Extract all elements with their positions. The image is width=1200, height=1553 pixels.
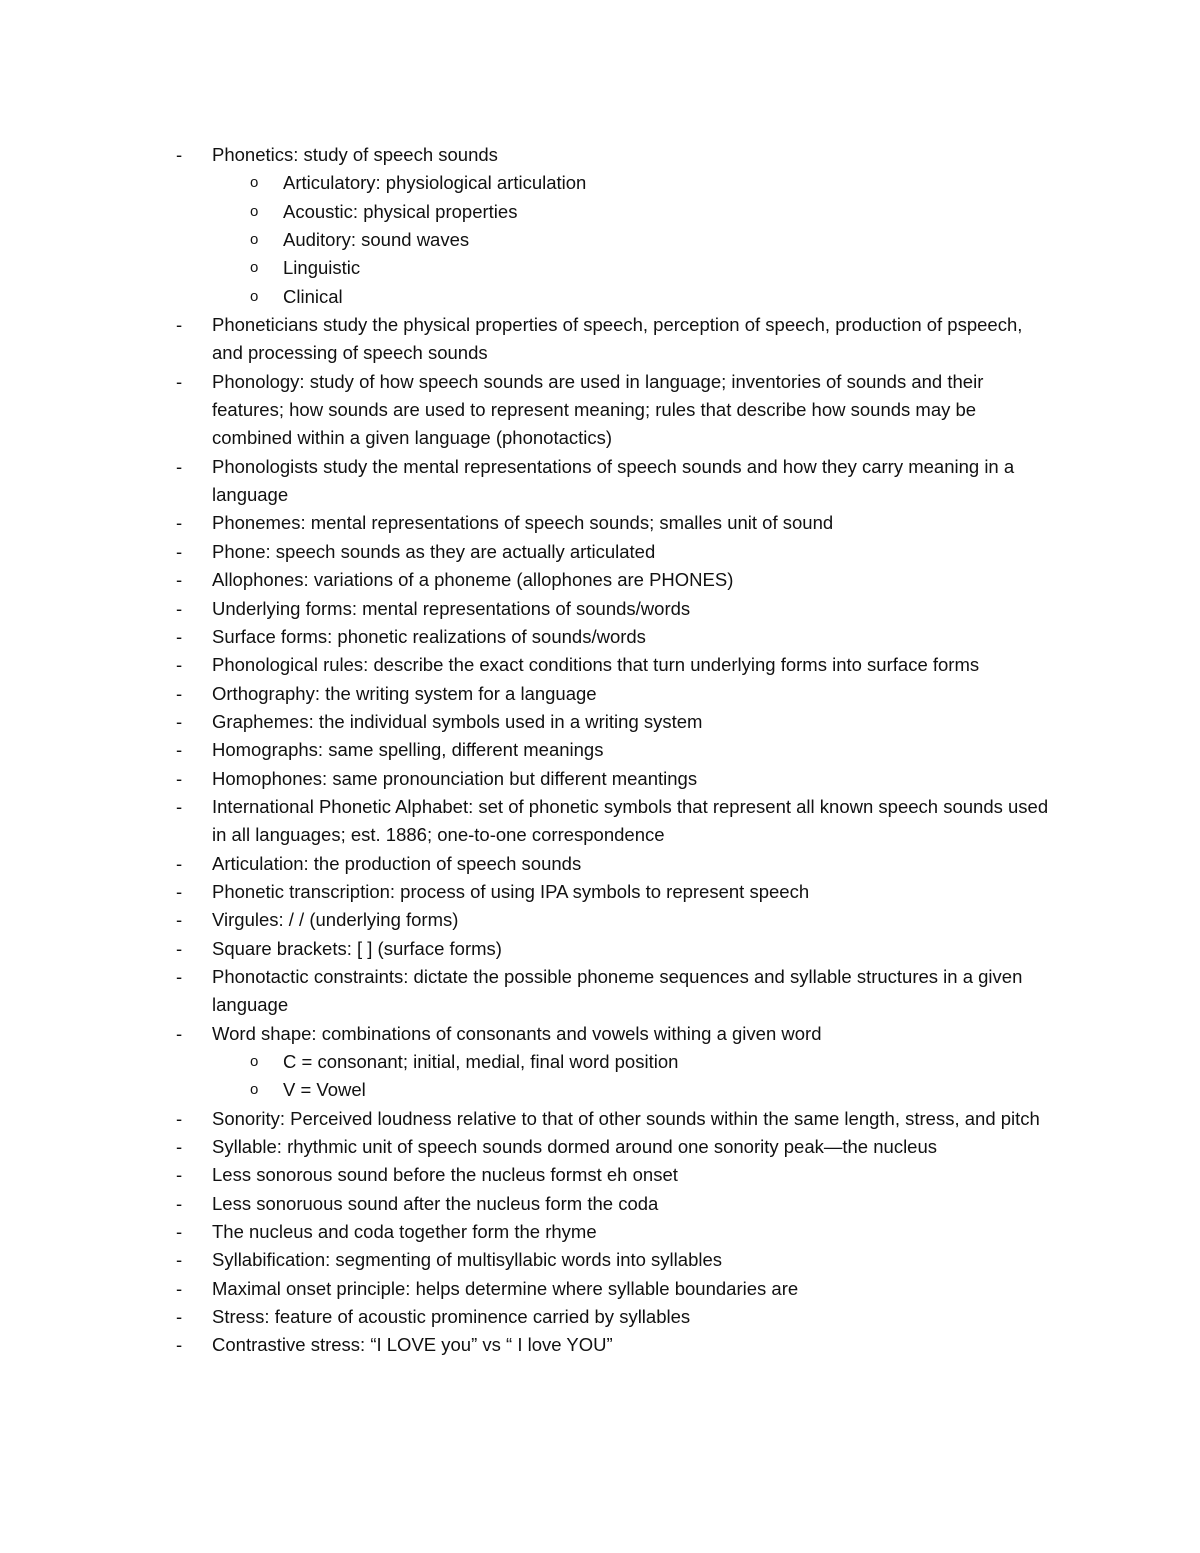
- bullet-item: [0, 963, 1057, 1020]
- bullet-item: [0, 566, 1057, 594]
- sub-bullet-item: [0, 1048, 1043, 1076]
- bullet-text: Square brackets: [ ] (surface forms): [212, 937, 502, 959]
- bullet-text: Surface forms: phonetic realizations of sounds/words: [212, 625, 646, 647]
- bullet-item: [0, 538, 1057, 566]
- bullet-text: The nucleus and coda together form the rhyme: [212, 1221, 597, 1243]
- dash-bullet-marker: -: [176, 512, 183, 534]
- bullet-item: [0, 1020, 1057, 1048]
- circle-bullet-marker: o: [250, 259, 259, 277]
- bullet-text: Word shape: combinations of consonants and vowels withing a given word: [212, 1022, 822, 1044]
- bullet-text: Syllable: rhythmic unit of speech sounds dormed around one sonority peak—the nucleus: [212, 1136, 938, 1158]
- dash-bullet-marker: -: [176, 1334, 183, 1356]
- dash-bullet-marker: -: [176, 795, 183, 817]
- bullet-item: [0, 708, 1057, 736]
- dash-bullet-marker: -: [176, 965, 183, 987]
- circle-bullet-marker: o: [250, 1053, 259, 1070]
- dash-bullet-marker: -: [176, 710, 183, 732]
- bullet-text: Articulation: the production of speech sounds: [212, 852, 582, 874]
- dash-bullet-marker: -: [176, 455, 183, 477]
- dash-bullet-marker: -: [176, 144, 183, 165]
- dash-bullet-marker: -: [176, 370, 183, 392]
- dash-bullet-marker: -: [176, 937, 183, 959]
- dash-bullet-marker: -: [176, 1306, 183, 1328]
- bullet-text: Acoustic: physical properties: [283, 200, 518, 222]
- dash-bullet-marker: -: [176, 739, 183, 761]
- bullet-item: [0, 935, 1057, 963]
- bullet-item: [0, 850, 1057, 878]
- dash-bullet-marker: -: [176, 654, 183, 676]
- bullet-item: [0, 1133, 1057, 1161]
- bullet-text: Phonemes: mental representations of speech sounds; smalles unit of sound: [212, 512, 834, 534]
- bullet-item: [0, 1275, 1057, 1303]
- bullet-text: Homophones: same pronounciation but different meantings: [212, 767, 698, 789]
- bullet-text: Less sonorous sound before the nucleus formst eh onset: [212, 1164, 678, 1186]
- bullet-item: [0, 311, 1057, 368]
- bullet-text: Virgules: / / (underlying forms): [212, 909, 459, 931]
- dash-bullet-marker: -: [176, 1221, 183, 1243]
- bullet-item: [0, 906, 1057, 934]
- bullet-item: [0, 368, 1057, 453]
- bullet-item: [0, 1303, 1057, 1331]
- dash-bullet-marker: -: [176, 1277, 183, 1299]
- bullet-item: [0, 765, 1057, 793]
- bullet-text: Phonetics: study of speech sounds: [212, 144, 498, 165]
- bullet-item: [0, 1161, 1057, 1189]
- dash-bullet-marker: -: [176, 1136, 183, 1158]
- bullet-item: [0, 595, 1057, 623]
- bullet-text: Stress: feature of acoustic prominence carried by syllables: [212, 1306, 691, 1328]
- bullet-text: Sonority: Perceived loudness relative to that of other sounds within the same length, stress, and pitch: [212, 1107, 1040, 1129]
- dash-bullet-marker: -: [176, 1107, 183, 1129]
- bullet-text: Less sonoruous sound after the nucleus form the coda: [212, 1192, 659, 1214]
- dash-bullet-marker: -: [176, 1022, 183, 1044]
- bullet-item: [0, 141, 1057, 169]
- bullet-item: [0, 1331, 1057, 1359]
- bullet-text: V = Vowel: [283, 1079, 366, 1101]
- sub-bullet-item: [0, 169, 1043, 197]
- bullet-text: Linguistic: [283, 257, 361, 279]
- bullet-text: Maximal onset principle: helps determine where syllable boundaries are: [212, 1277, 799, 1299]
- bullet-text: Allophones: variations of a phoneme (allophones are PHONES): [212, 569, 734, 591]
- dash-bullet-marker: -: [176, 314, 183, 336]
- bullet-item: [0, 1190, 1057, 1218]
- dash-bullet-marker: -: [176, 852, 183, 874]
- dash-bullet-marker: -: [176, 540, 183, 562]
- dash-bullet-marker: -: [176, 1164, 183, 1186]
- bullet-text: Articulatory: physiological articulation: [283, 172, 587, 194]
- sub-bullet-item: [0, 226, 1043, 254]
- bullet-text: Contrastive stress: “I LOVE you” vs “ I love YOU”: [212, 1334, 613, 1356]
- bullet-text: Clinical: [283, 285, 343, 307]
- bullet-item: [0, 1105, 1057, 1133]
- sub-bullet-item: [0, 198, 1043, 226]
- bullet-item: [0, 509, 1057, 537]
- dash-bullet-marker: -: [176, 682, 183, 704]
- sub-bullet-item: [0, 254, 1043, 282]
- bullet-text: Graphemes: the individual symbols used in a writing system: [212, 710, 703, 732]
- sub-bullet-item: [0, 283, 1043, 311]
- bullet-item: [0, 1246, 1057, 1274]
- bullet-text: Phonetic transcription: process of using IPA symbols to represent speech: [212, 880, 810, 902]
- bullet-item: [0, 680, 1057, 708]
- bullet-item: [0, 878, 1057, 906]
- bullet-text: International Phonetic Alphabet: set of phonetic symbols that represent all known speech sounds used in all languages; est. 1886; one-to-one correspondence: [212, 795, 1049, 846]
- dash-bullet-marker: -: [176, 880, 183, 902]
- bullet-text: Syllabification: segmenting of multisyllabic words into syllables: [212, 1249, 723, 1271]
- circle-bullet-marker: o: [250, 1081, 259, 1099]
- bullet-text: Orthography: the writing system for a language: [212, 682, 597, 704]
- bullet-item: [0, 453, 1057, 510]
- bullet-item: [0, 623, 1057, 651]
- bullet-text: Auditory: sound waves: [283, 229, 470, 251]
- bullet-text: Phonology: study of how speech sounds are used in language; inventories of sounds and their features; how sounds are used to represent meaning; rules that describe how sounds may be combined within a given language (phonotactics): [212, 370, 984, 449]
- bullet-text: Phoneticians study the physical properties of speech, perception of speech, production of pspeech, and processing of speech sounds: [212, 314, 1023, 364]
- bullet-text: Phonotactic constraints: dictate the possible phoneme sequences and syllable structures in a given language: [212, 965, 1023, 1016]
- sub-bullet-item: [0, 1076, 1043, 1104]
- circle-bullet-marker: o: [250, 174, 259, 192]
- circle-bullet-marker: o: [250, 202, 259, 220]
- bullet-text: Homographs: same spelling, different meanings: [212, 739, 604, 761]
- bullet-item: [0, 736, 1057, 764]
- dash-bullet-marker: -: [176, 767, 183, 789]
- circle-bullet-marker: o: [250, 231, 259, 249]
- bullet-item: [0, 651, 1057, 679]
- dash-bullet-marker: -: [176, 569, 183, 591]
- dash-bullet-marker: -: [176, 1249, 183, 1271]
- bullet-text: Phone: speech sounds as they are actually articulated: [212, 540, 656, 562]
- dash-bullet-marker: -: [176, 625, 183, 647]
- bullet-text: Phonological rules: describe the exact conditions that turn underlying forms into surface forms: [212, 654, 980, 676]
- bullet-item: [0, 1218, 1057, 1246]
- dash-bullet-marker: -: [176, 1192, 183, 1214]
- bullet-item: [0, 793, 1057, 850]
- bullet-text: C = consonant; initial, medial, final word position: [283, 1051, 679, 1072]
- dash-bullet-marker: -: [176, 909, 183, 931]
- dash-bullet-marker: -: [176, 597, 183, 619]
- bullet-text: Underlying forms: mental representations of sounds/words: [212, 597, 691, 619]
- bullet-text: Phonologists study the mental representations of speech sounds and how they carry meaning in a language: [212, 455, 1015, 506]
- circle-bullet-marker: o: [250, 287, 259, 305]
- notes-list: [0, 141, 1200, 1360]
